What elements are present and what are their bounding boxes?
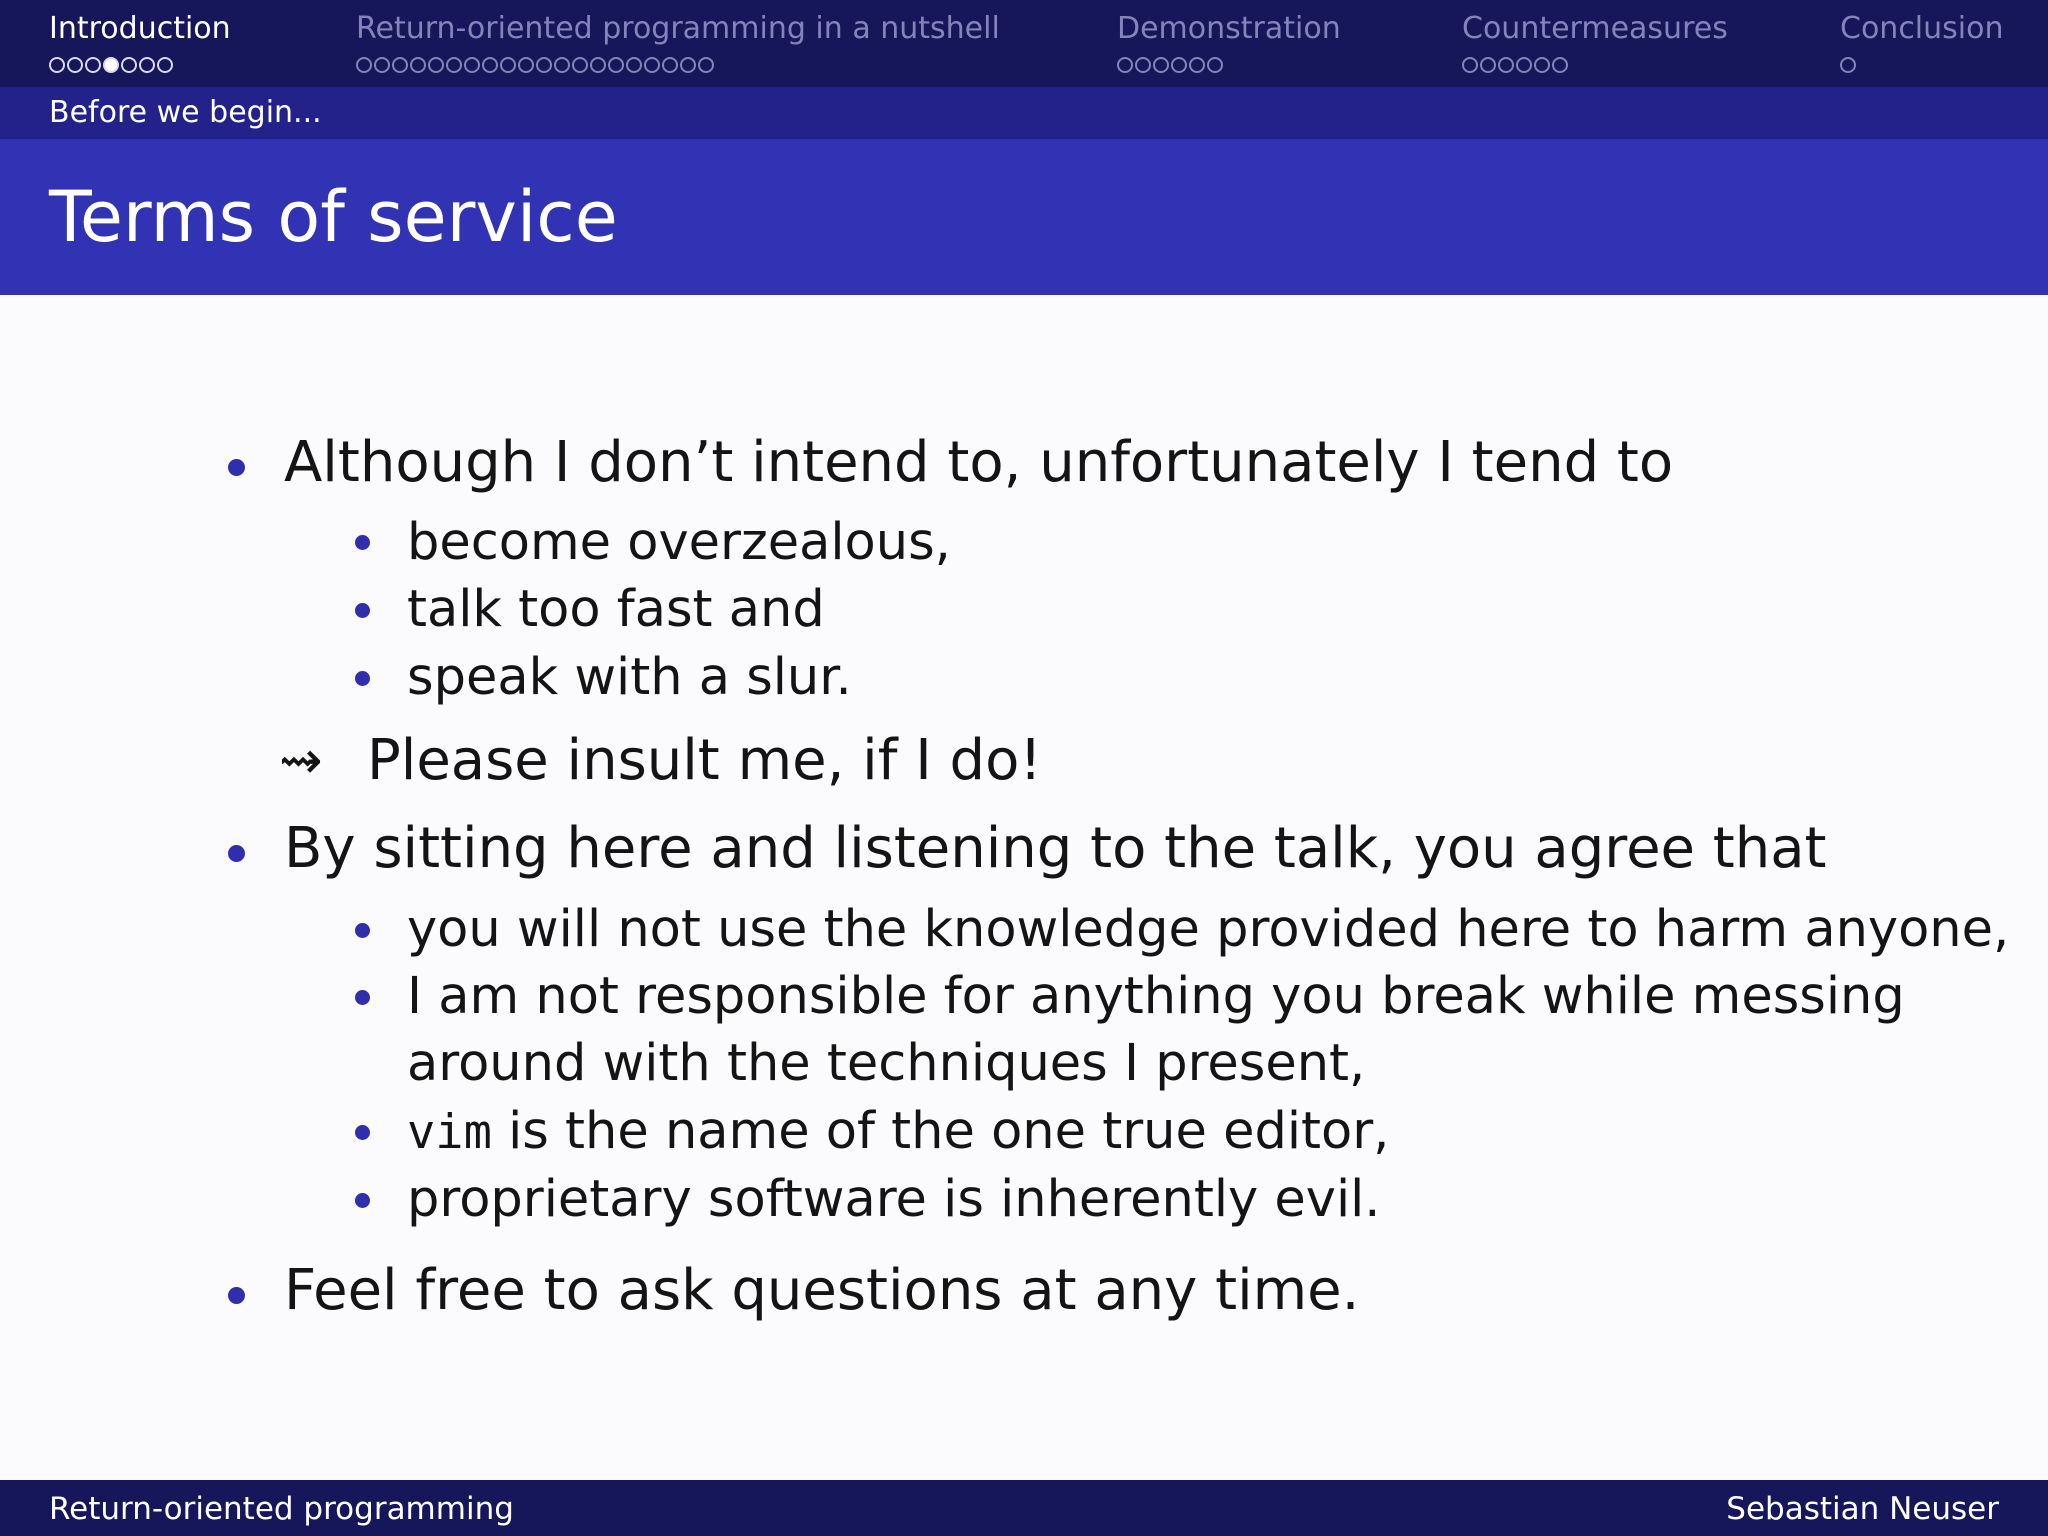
nav-dot[interactable] [644,57,660,73]
footer-bar [0,1480,2048,1536]
nav-dot[interactable] [554,57,570,73]
nav-dot[interactable] [572,57,588,73]
subsection-bar [0,87,2048,139]
nav-dot[interactable] [1171,57,1187,73]
nav-dot[interactable] [1117,57,1133,73]
nav-dot[interactable] [590,57,606,73]
nav-dot[interactable] [1516,57,1532,73]
nav-dot[interactable] [374,57,390,73]
nav-dot[interactable] [410,57,426,73]
subsection-label: Before we begin... [49,95,322,130]
nav-section-conclusion[interactable] [1840,10,2004,76]
code-text: vim [407,1105,492,1160]
nav-section-demonstration[interactable] [1117,10,1341,76]
nav-dot[interactable] [121,57,137,73]
nav-section-label[interactable]: Conclusion [1840,11,2004,46]
list-subitem-continuation: around with the techniques I present, [407,1034,1366,1093]
bullet-icon [355,990,370,1005]
nav-dot[interactable] [85,57,101,73]
nav-slide-dots [1840,54,2004,76]
list-subitem: I am not responsible for anything you break while messing [407,967,1905,1026]
nav-dot[interactable] [1534,57,1550,73]
nav-dot[interactable] [428,57,444,73]
bullet-icon [355,1193,370,1208]
nav-dot[interactable] [608,57,624,73]
nav-dot[interactable] [482,57,498,73]
nav-dot[interactable] [626,57,642,73]
list-subitem-text: is the name of the one true editor, [491,1102,1390,1161]
nav-dot[interactable] [1135,57,1151,73]
nav-section-countermeasures[interactable] [1462,10,1728,76]
nav-dot[interactable] [139,57,155,73]
nav-dot[interactable] [49,57,65,73]
nav-slide-dots [49,54,231,76]
bullet-icon [355,671,370,686]
list-item: Although I don’t intend to, unfortunately I tend to [284,430,1674,495]
list-subitem: become overzealous, [407,513,951,572]
nav-section-label[interactable]: Return-oriented programming in a nutshell [356,11,1000,46]
nav-dot[interactable] [1462,57,1478,73]
bullet-icon [228,845,245,862]
bullet-icon [355,923,370,938]
nav-dot[interactable] [67,57,83,73]
frame-title-bar [0,139,2048,295]
nav-dot-current[interactable] [103,57,119,73]
list-subitem: speak with a slur. [407,648,852,707]
list-subitem [407,1101,1389,1164]
nav-dot[interactable] [518,57,534,73]
nav-dot[interactable] [157,57,173,73]
list-subitem: you will not use the knowledge provided here to harm anyone, [407,900,2010,959]
nav-dot[interactable] [1840,57,1856,73]
list-item: By sitting here and listening to the talk, you agree that [284,816,1827,881]
nav-dot[interactable] [662,57,678,73]
nav-dot[interactable] [680,57,696,73]
nav-dot[interactable] [446,57,462,73]
nav-dot[interactable] [1189,57,1205,73]
nav-dot[interactable] [464,57,480,73]
bullet-icon [355,1125,370,1140]
nav-section-label[interactable]: Introduction [49,11,231,46]
list-item: Feel free to ask questions at any time. [284,1258,1360,1323]
nav-dot[interactable] [1480,57,1496,73]
nav-section-introduction[interactable] [49,10,231,76]
bullet-icon [228,1287,245,1304]
nav-dot[interactable] [698,57,714,73]
nav-section-label[interactable]: Countermeasures [1462,11,1728,46]
nav-dot[interactable] [500,57,516,73]
nav-dot[interactable] [392,57,408,73]
nav-dot[interactable] [1153,57,1169,73]
nav-dot[interactable] [356,57,372,73]
bullet-icon [355,535,370,550]
nav-dot[interactable] [1207,57,1223,73]
nav-slide-dots [1462,54,1728,76]
nav-section-label[interactable]: Demonstration [1117,11,1341,46]
page-title: Terms of service [49,176,618,258]
arrow-note: Please insult me, if I do! [367,728,1042,793]
nav-section-rop-nutshell[interactable] [356,10,1000,76]
section-navigation [0,0,2048,87]
bullet-icon [228,459,245,476]
nav-dot[interactable] [1498,57,1514,73]
slide-body [0,295,2048,1480]
footer-author: Sebastian Neuser [1726,1491,1999,1527]
nav-dot[interactable] [536,57,552,73]
nav-dot[interactable] [1552,57,1568,73]
nav-slide-dots [1117,54,1341,76]
nav-slide-dots [356,54,1000,76]
squiggly-arrow-icon: ⇝ [279,731,323,791]
footer-talk-title: Return-oriented programming [49,1491,514,1527]
list-subitem: talk too fast and [407,580,825,639]
bullet-icon [355,603,370,618]
list-subitem: proprietary software is inherently evil. [407,1170,1381,1229]
